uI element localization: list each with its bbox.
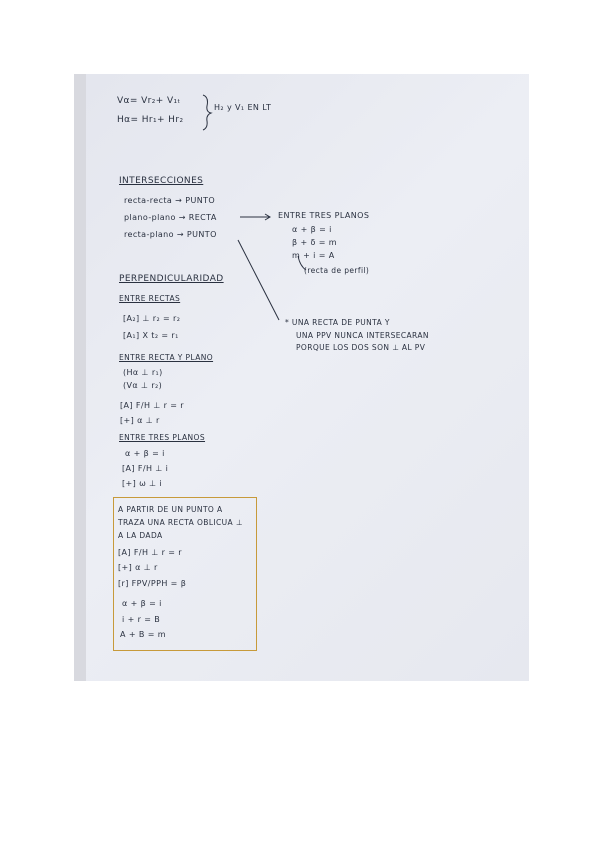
- recta-de-perfil-note: (recta de perfil): [304, 266, 370, 275]
- punta-note-line: PORQUE LOS DOS SON ⊥ AL PV: [296, 343, 426, 352]
- box-line: α + β = i: [122, 599, 162, 608]
- tres-planos-left-line: [A] F/H ⊥ i: [122, 464, 169, 473]
- tres-planos-left-line: α + β = i: [125, 449, 165, 458]
- box-title-line: A PARTIR DE UN PUNTO A: [118, 505, 223, 514]
- intersection-item: plano-plano → RECTA: [124, 213, 217, 222]
- tres-planos-left-line: [+] ω ⊥ i: [122, 479, 163, 488]
- formula-valpha: Vα= Vr₂+ V₁ₜ: [117, 96, 181, 106]
- recta-plano-line: (Vα ⊥ r₂): [123, 381, 163, 390]
- tres-planos-line: α + β = i: [292, 225, 332, 234]
- box-line: A + B = m: [120, 630, 166, 639]
- box-line: [r] FPV/PPH = β: [118, 579, 187, 588]
- recta-plano-line: (Hα ⊥ r₁): [123, 368, 163, 377]
- box-line: [A] F/H ⊥ r = r: [118, 548, 182, 557]
- tres-planos-line: m + i = A: [292, 251, 335, 260]
- box-title-line: TRAZA UNA RECTA OBLICUA ⊥: [118, 518, 243, 527]
- punta-note-line: * UNA RECTA DE PUNTA Y: [285, 318, 390, 327]
- tres-planos-line: β + δ = m: [292, 238, 337, 247]
- heading-perpendicularidad: PERPENDICULARIDAD: [119, 274, 224, 284]
- rectas-line: [A₁] X t₂ = r₁: [123, 331, 179, 340]
- heading-entre-recta-plano: ENTRE RECTA Y PLANO: [119, 353, 214, 362]
- heading-entre-rectas: ENTRE RECTAS: [119, 294, 181, 303]
- box-title-line: A LA DADA: [118, 531, 163, 540]
- heading-tres-planos-right: ENTRE TRES PLANOS: [278, 211, 370, 220]
- box-line: i + r = B: [122, 615, 161, 624]
- formula-halpha: Hα= Hr₁+ Hr₂: [117, 115, 184, 125]
- heading-entre-tres-planos: ENTRE TRES PLANOS: [119, 433, 206, 442]
- heading-intersecciones: INTERSECCIONES: [119, 176, 204, 186]
- recta-plano-line: [A] F/H ⊥ r = r: [120, 401, 184, 410]
- brace-note: H₂ y V₁ EN LT: [214, 103, 272, 112]
- punta-note-line: UNA PPV NUNCA INTERSECARAN: [296, 331, 429, 340]
- box-line: [+] α ⊥ r: [118, 563, 158, 572]
- intersection-item: recta-recta → PUNTO: [124, 196, 216, 205]
- rectas-line: [A₂] ⊥ r₂ = r₂: [123, 314, 181, 323]
- recta-plano-line: [+] α ⊥ r: [120, 416, 160, 425]
- intersection-item: recta-plano → PUNTO: [124, 230, 217, 239]
